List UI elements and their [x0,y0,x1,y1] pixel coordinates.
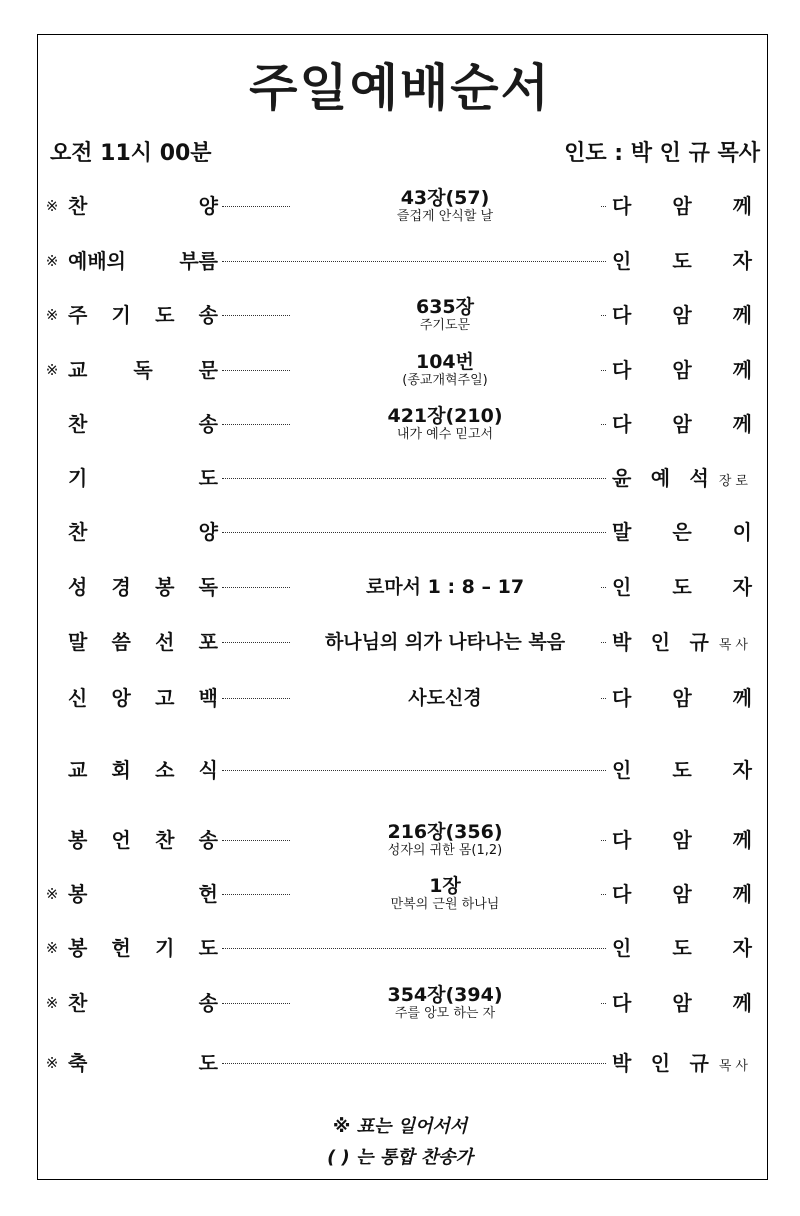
order-detail [290,673,600,723]
role-name: 박 인 규 [612,1051,709,1075]
standing-mark: ※ [45,1054,59,1072]
order-label: 성 경 봉 독 [68,575,218,599]
order-role [612,399,752,449]
dot-leader [222,770,606,771]
role-name: 다 암 께 [612,358,752,382]
order-role [612,1038,752,1092]
order-label: 찬 양 [68,194,218,218]
service-leader: 인도 : 박 인 규 목사 [564,141,760,166]
order-role [612,617,752,671]
order-label: 신 앙 고 백 [68,686,218,710]
detail-main: 421장(210) [387,405,503,427]
order-row [40,453,756,503]
order-role [612,978,752,1028]
order-detail [290,345,600,395]
role-name: 다 암 께 [612,412,752,436]
order-label: 봉 헌 [68,882,218,906]
role-title: 목사 [718,1059,752,1074]
role-name: 다 암 께 [612,882,752,906]
order-detail [290,562,600,612]
order-role [612,673,752,723]
role-name: 인 도 자 [612,936,752,960]
order-row [40,507,756,557]
order-detail [290,869,600,919]
order-row [40,181,756,231]
standing-mark: ※ [45,885,59,903]
order-row [40,236,756,286]
order-role [612,815,752,865]
detail-main: 104번 [415,351,474,373]
page-title: 주일예배순서 [249,59,551,117]
dot-leader [222,1063,606,1064]
order-row [40,290,756,340]
detail-main: 635장 [415,296,474,318]
role-name: 인 도 자 [612,575,752,599]
order-label: 봉 언 찬 송 [68,828,218,852]
order-detail [290,978,600,1028]
order-label: 축 도 [68,1051,218,1075]
detail-main: 로마서 1 : 8 – 17 [365,576,525,598]
standing-note: ※ 표는 일어서서 [332,1116,468,1137]
detail-sub: 주기도문 [419,318,471,333]
order-detail [290,399,600,449]
detail-main: 354장(394) [387,984,503,1006]
order-row [40,673,756,723]
role-name: 다 암 께 [612,828,752,852]
role-name: 다 암 께 [612,991,752,1015]
order-role [612,507,752,557]
order-label: 찬 송 [68,991,218,1015]
order-row [40,869,756,919]
role-name: 인 도 자 [612,758,752,782]
order-role [612,923,752,973]
detail-sub: 주를 앙모 하는 자 [394,1006,496,1021]
order-label: 주 기 도 송 [68,303,218,327]
order-label: 찬 송 [68,412,218,436]
order-detail [290,617,600,667]
role-title: 장로 [718,474,752,489]
order-role [612,236,752,286]
order-row [40,815,756,865]
standing-mark: ※ [45,994,59,1012]
hymnal-note: ( ) 는 통합 찬송가 [327,1147,473,1168]
detail-main: 43장(57) [400,187,490,209]
order-label: 기 도 [68,466,218,490]
role-title: 목사 [718,638,752,653]
dot-leader [222,532,606,533]
dot-leader [222,948,606,949]
standing-mark: ※ [45,252,59,270]
order-row [40,745,756,795]
detail-sub: 성자의 귀한 몸(1,2) [387,843,503,858]
order-role [612,345,752,395]
standing-mark: ※ [45,361,59,379]
order-role [612,869,752,919]
detail-main: 사도신경 [408,687,482,709]
service-time: 오전 11시 00분 [50,141,212,166]
order-label: 예배의 부름 [68,249,218,273]
order-label: 교 회 소 식 [68,758,218,782]
role-name: 인 도 자 [612,249,752,273]
order-label: 찬 양 [68,520,218,544]
detail-sub: 즐겁게 안식할 날 [396,209,494,224]
order-detail [290,815,600,865]
role-name: 다 암 께 [612,303,752,327]
detail-sub: 내가 예수 믿고서 [396,427,494,442]
order-detail [290,181,600,231]
detail-sub: 만복의 근원 하나님 [390,897,500,912]
order-label: 말 씀 선 포 [68,630,218,654]
role-name: 윤 예 석 [612,466,709,490]
order-detail [290,290,600,340]
order-role [612,745,752,795]
detail-main: 하나님의 의가 나타나는 복음 [324,631,566,653]
order-label: 교 독 문 [68,358,218,382]
order-role [612,562,752,612]
standing-mark: ※ [45,939,59,957]
order-role [612,181,752,231]
order-role [612,290,752,340]
order-row [40,399,756,449]
role-name: 말 은 이 [612,520,752,544]
detail-main: 1장 [429,875,461,897]
role-name: 박 인 규 [612,630,709,654]
role-name: 다 암 께 [612,686,752,710]
order-row [40,923,756,973]
role-name: 다 암 께 [612,194,752,218]
order-row [40,978,756,1028]
order-row [40,617,756,667]
dot-leader [222,261,606,262]
dot-leader [222,478,606,479]
detail-sub: (종교개혁주일) [402,373,488,388]
standing-mark: ※ [45,306,59,324]
order-label: 봉 헌 기 도 [68,936,218,960]
order-role [612,453,752,507]
order-row [40,562,756,612]
order-row [40,1038,756,1088]
order-row [40,345,756,395]
standing-mark: ※ [45,197,59,215]
detail-main: 216장(356) [387,821,503,843]
